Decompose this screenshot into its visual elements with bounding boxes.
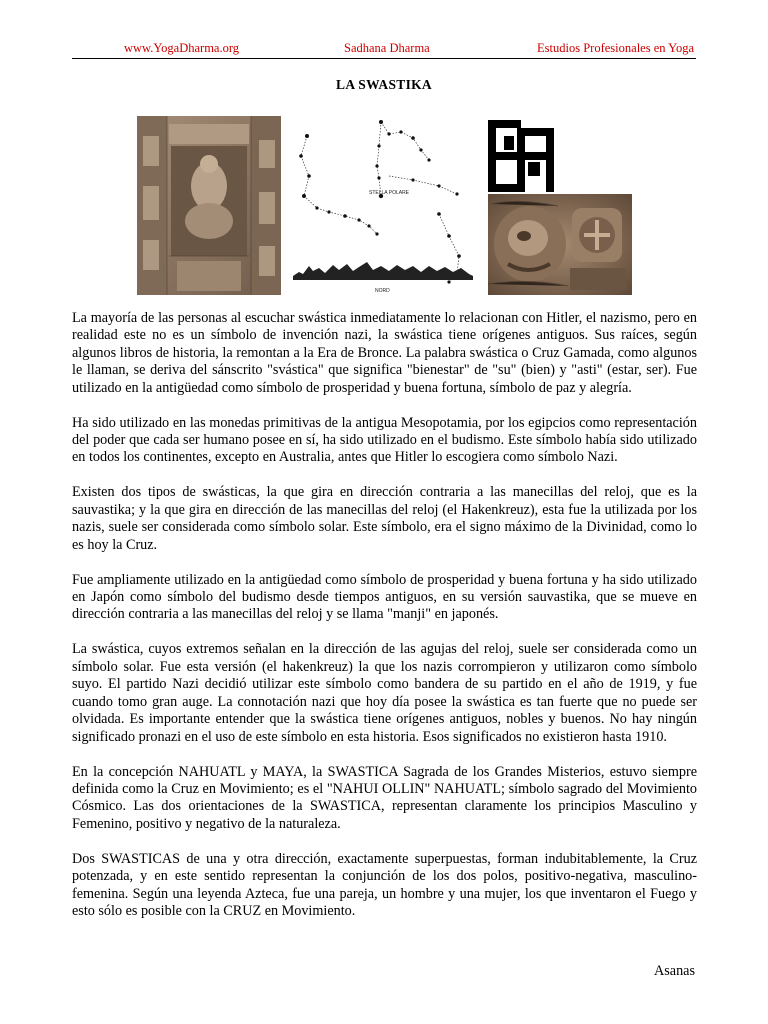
paragraph-2: Ha sido utilizado en las monedas primitivas de la antigua Mesopotamia, por los egipcios como representación del poder que cada ser humano posee en sí, ha sido utilizado en el budismo. Este símbolo había sido utilizado en todos los continentes, excepto en Australia, antes que Hitler lo escogiera como símbolo Nazi. [72,414,697,466]
page-header [72,40,696,59]
nord-label: NORD [375,288,390,294]
page-title: LA SWASTIKA [336,77,432,92]
paragraph-6: En la concepción NAHUATL y MAYA, la SWASTICA Sagrada de los Grandes Misterios, estuvo siempre definida como la Cruz en Movimiento; es el "NAHUI OLLIN" NAHUATL; símbolo sagrado del Movimiento Cósmico. Las dos orientaciones de la SWASTICA, representan claramente los principios Masculino y Femenino, positivo y negativo de la naturaleza. [72,763,697,832]
constellation-diagram [289,116,477,296]
header-subtitle: Estudios Profesionales en Yoga [537,41,694,55]
paragraph-5: La swástica, cuyos extremos señalan en la dirección de las agujas del reloj, suele ser considerada como un símbolo solar. Fue esta versión (el hakenkreuz) la que los nazis corrompieron y utilizaron como símbolo suyo. El partido Nazi decidió utilizar este símbolo como bandera de su partido en el año de 1919, y fue cuando tomo gran auge. La connotación nazi que hoy día posee la swástica es tan fuerte que no puede ser olvidada. Es importante entender que la swástica tiene orígenes antiguos, nobles y buenos. No hay ningún significado pronazi en el uso de este símbolo en esta historia. Esos significados no existieron hasta 1910. [72,641,697,745]
swastika-symbol-image [488,120,554,192]
header-website: www.YogaDharma.org [124,41,240,55]
paragraph-1: La mayoría de las personas al escuchar swástica inmediatamente lo relacionan con Hitler, el nazismo, pero en realidad este no es un símbolo de invención nazi, la swástica tiene orígenes antiguos. Sus raíces, según algunos libros de historia, la remontan a la Era de Bronce. La palabra swástica o Cruz Gamada, como algunos le llaman, se deriva del sánscrito "svástica" que significa "bienestar" de "su" (bien) y "asti" (estar, ser). Fue utilizado en la antigüedad como símbolo de prosperidad y buena fortuna, símbolo de paz y alegría. [72,310,697,396]
header-section: Sadhana Dharma [344,41,430,55]
page-footer: Asanas [654,963,695,979]
temple-relief-image [137,116,281,295]
paragraph-3: Existen dos tipos de swásticas, la que gira en dirección contraria a las manecillas del reloj, que es la sauvastika; y la que gira en dirección de las manecillas del reloj (el Hakenkreuz), esta fue la utilizada por los nazis, suele ser considerada como símbolo solar. Este símbolo, era el signo máximo de la Divinidad, como lo es hoy la Cruz. [72,484,697,553]
paragraph-4: Fue ampliamente utilizado en la antigüedad como símbolo de prosperidad y buena fortuna y ha sido utilizado en Japón como símbolo del budismo desde tiempos antiguos, en su versión sauvastika, que se mueve en dirección contraria a las manecillas del reloj y se llama "manji" en japonés. [72,571,697,623]
article-body [72,310,697,938]
stella-polare-label: STELLA POLARE [369,190,410,196]
paragraph-7: Dos SWASTICAS de una y otra dirección, exactamente superpuestas, forman indubitablemente, la Cruz potenzada, y en este sentido representan la conjunción de los dos polos, positivo-negativa, masculino-femenina. Según una leyenda Azteca, fue una pareja, un hombre y una mujer, los que inventaron el Fuego y esto sólo es posible con la CRUZ en Movimiento. [72,850,697,919]
maya-carving-image [488,194,632,295]
